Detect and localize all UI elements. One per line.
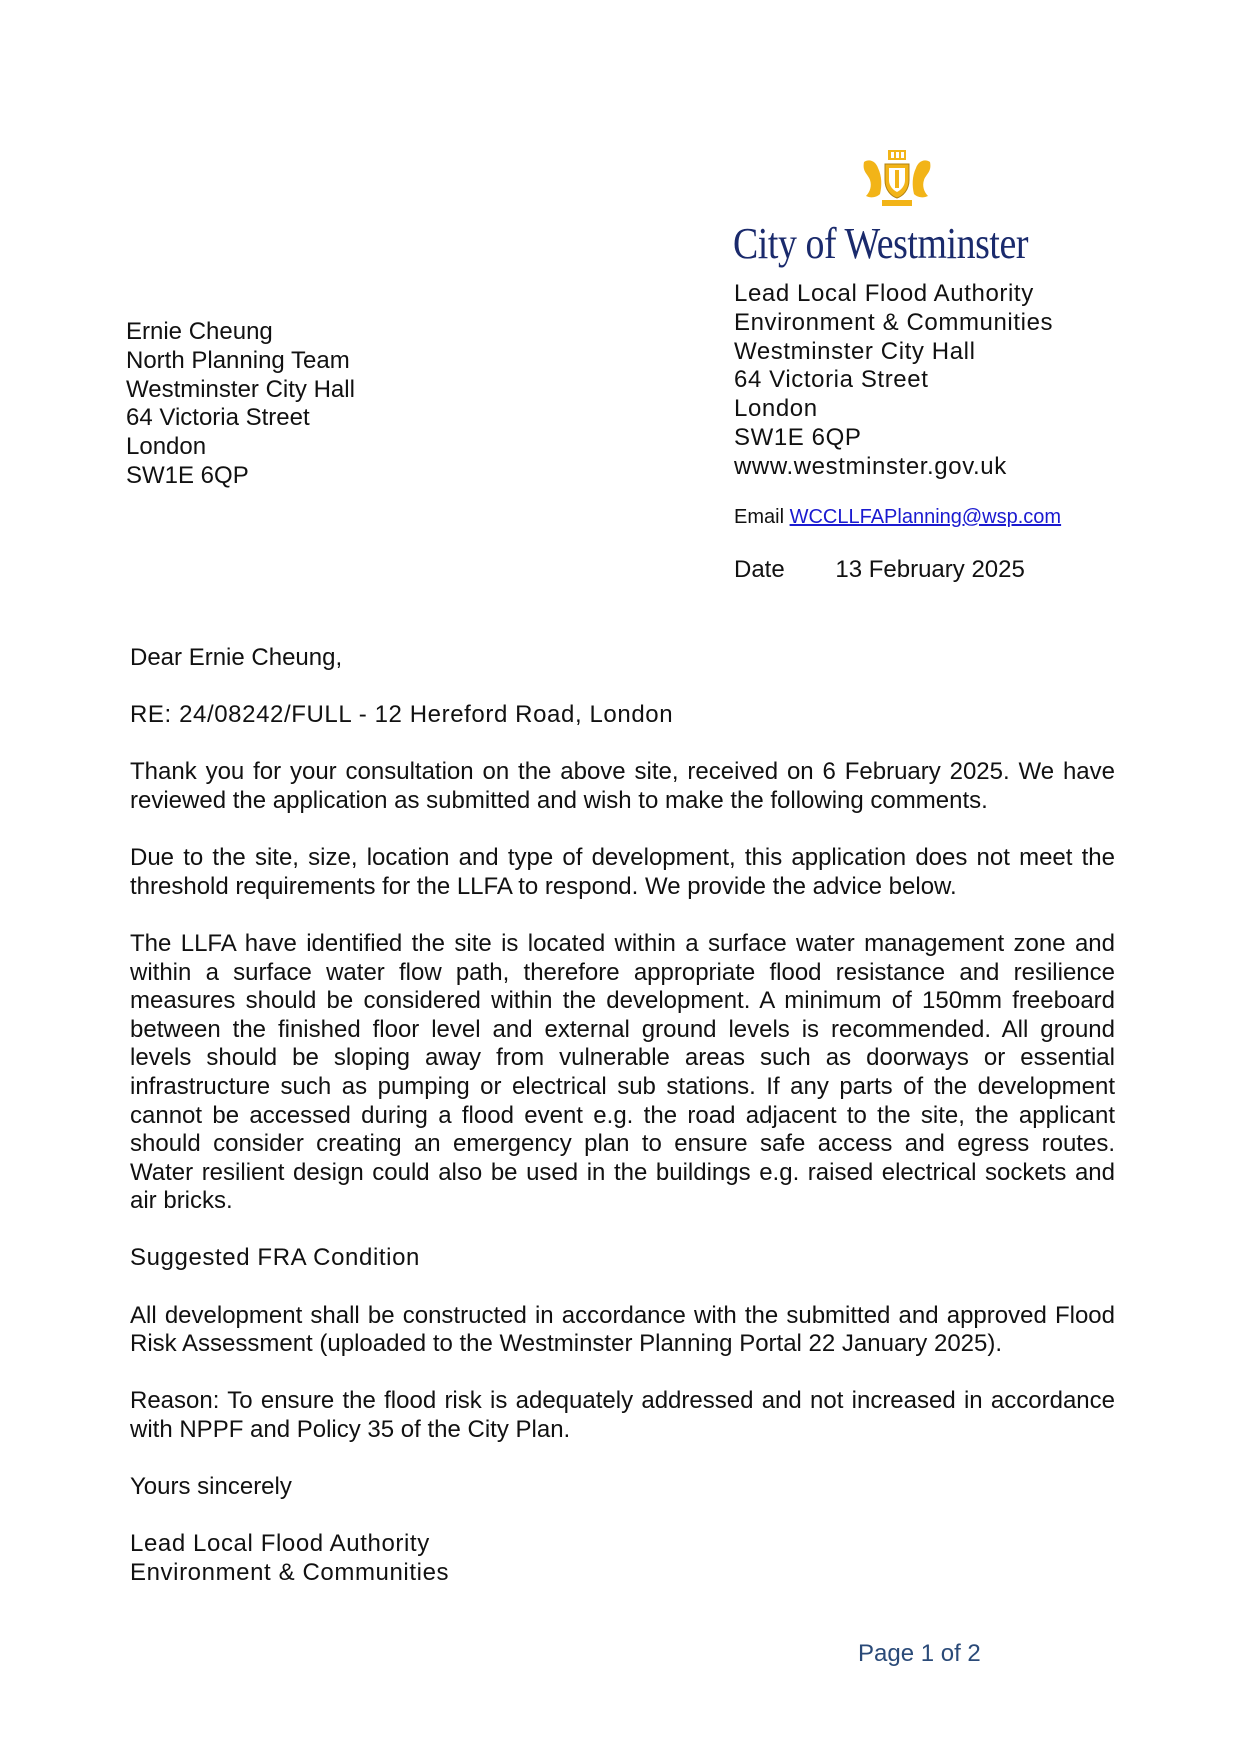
salutation: Dear Ernie Cheung, bbox=[130, 644, 343, 671]
sender-address bbox=[734, 280, 1053, 482]
letter-body bbox=[130, 644, 1115, 1588]
recipient-line: London bbox=[126, 433, 207, 461]
recipient-line: SW1E 6QP bbox=[126, 461, 249, 489]
sender-line: Lead Local Flood Authority bbox=[734, 280, 1034, 307]
signoff-line: Lead Local Flood Authority bbox=[130, 1530, 430, 1558]
sender-email-row bbox=[734, 506, 1061, 529]
paragraph: Thank you for your consultation on the above site, received on 6 February 2025. We have reviewed the application as submitted and wish to make the following comments. bbox=[130, 758, 1115, 814]
sender-line: London bbox=[734, 395, 818, 423]
organisation-logo-text: City of Westminster bbox=[733, 219, 1028, 268]
closing: Yours sincerely bbox=[130, 1473, 292, 1501]
recipient-line: 64 Victoria Street bbox=[126, 404, 310, 432]
condition-heading: Suggested FRA Condition bbox=[130, 1244, 420, 1272]
paragraph: The LLFA have identified the site is located within a surface water management zone and within a surface water flow path, therefore appropriate flood resistance and resilience measures should be considered within the development. A minimum of 150mm freeboard between the finished floor level and external ground levels is recommended. All ground levels should be sloping away from vulnerable areas such as doorways or essential infrastructure such as pumping or electrical sub stations. If any parts of the development cannot be accessed during a flood event e.g. the road adjacent to the site, the applicant should consider creating an emergency plan to ensure safe access and egress routes. Water resilient design could also be used in the buildings e.g. raised electrical sockets and air bricks. bbox=[130, 929, 1115, 1215]
coat-of-arms-icon bbox=[858, 148, 936, 210]
date-label: Date bbox=[734, 556, 785, 583]
recipient-line: Ernie Cheung bbox=[126, 318, 273, 345]
email-label: Email bbox=[734, 506, 785, 528]
sender-line: Westminster City Hall bbox=[734, 337, 976, 365]
signoff-line: Environment & Communities bbox=[130, 1559, 450, 1586]
sender-line: Environment & Communities bbox=[734, 308, 1054, 336]
sender-line: 64 Victoria Street bbox=[734, 366, 929, 394]
recipient-line: Westminster City Hall bbox=[126, 375, 355, 403]
date-value: 13 February 2025 bbox=[835, 556, 1025, 583]
condition-text: All development shall be constructed in accordance with the submitted and approved Flood Risk Assessment (uploaded to the Westminster Planning Portal 22 January 2025). bbox=[130, 1301, 1115, 1358]
email-link[interactable]: WCCLLFAPlanning@wsp.com bbox=[789, 506, 1062, 528]
sender-line: SW1E 6QP bbox=[734, 423, 862, 451]
letter-date-row bbox=[734, 556, 1025, 584]
sender-website: www.westminster.gov.uk bbox=[734, 452, 1007, 480]
paragraph: Due to the site, size, location and type of development, this application does not meet the threshold requirements for the LLFA to respond. We provide the advice below. bbox=[130, 844, 1115, 900]
signoff bbox=[130, 1530, 1115, 1587]
subject-line: RE: 24/08242/FULL - 12 Hereford Road, London bbox=[130, 701, 674, 729]
recipient-address bbox=[126, 318, 355, 491]
recipient-line: North Planning Team bbox=[126, 346, 350, 374]
page-number: Page 1 of 2 bbox=[858, 1640, 981, 1667]
reason-text: Reason: To ensure the flood risk is adequately addressed and not increased in accordance with NPPF and Policy 35 of the City Plan. bbox=[130, 1387, 1115, 1444]
